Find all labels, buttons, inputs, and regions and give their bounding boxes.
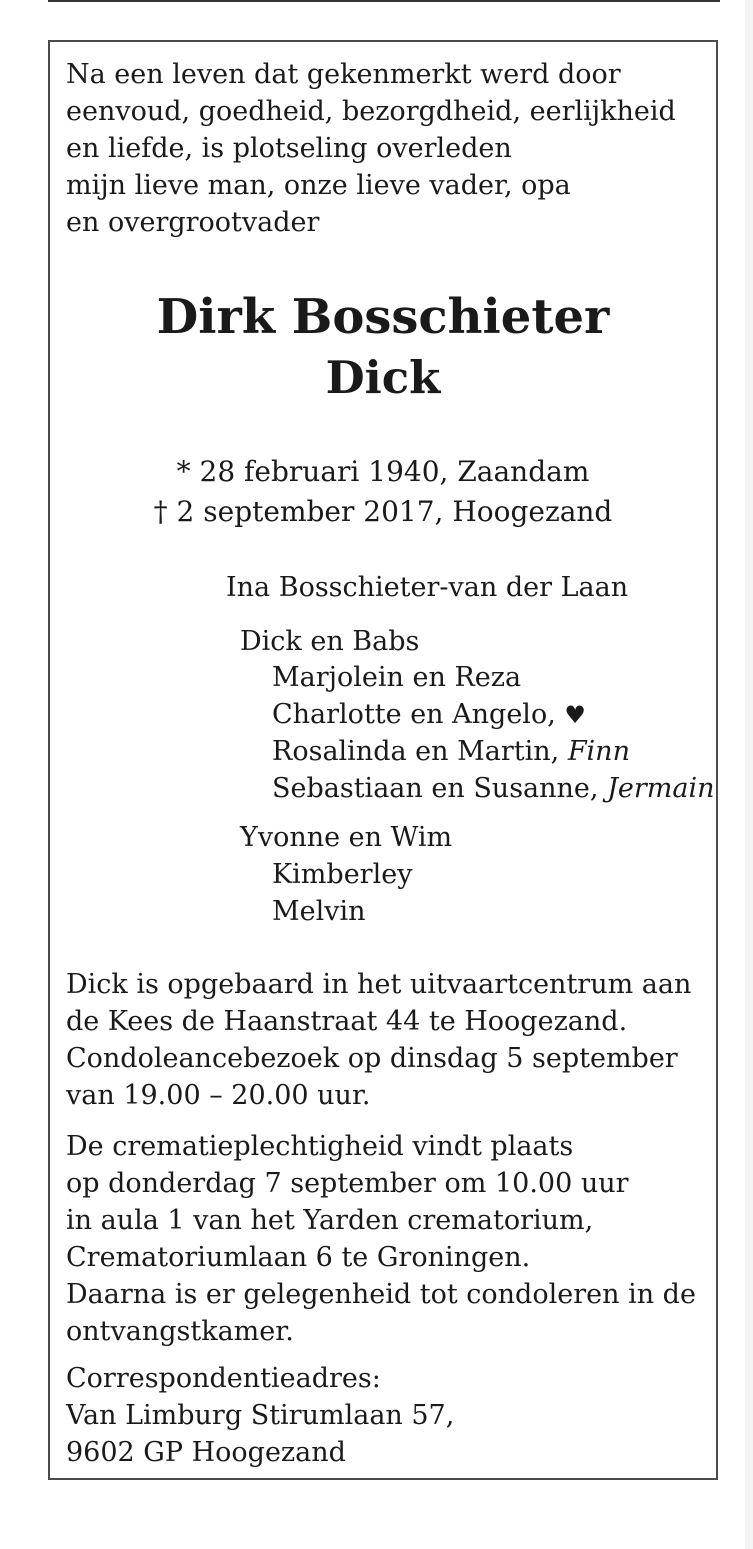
- grandchild-names: Sebastiaan en Susanne,: [272, 773, 599, 804]
- intro-text: [66, 56, 676, 241]
- address-city: 9602 GP Hoogezand: [66, 1437, 346, 1468]
- grandchild-name: Melvin: [272, 896, 366, 927]
- top-rule: [48, 0, 720, 2]
- heart-icon: ♥: [564, 701, 586, 729]
- birth-date: * 28 februari 1940, Zaandam: [176, 455, 590, 488]
- info-line: De crematieplechtigheid vindt plaats: [66, 1131, 574, 1162]
- correspondence-address: [66, 1360, 454, 1471]
- death-date: † 2 september 2017, Hoogezand: [153, 495, 613, 528]
- info-line: Condoleancebezoek op dinsdag 5 september: [66, 1043, 678, 1074]
- grandchild-family: [272, 734, 630, 770]
- intro-line: en overgrootvader: [66, 207, 320, 238]
- grandchild-family: Marjolein en Reza: [272, 662, 522, 693]
- viewing-info: [66, 966, 691, 1114]
- info-line: in aula 1 van het Yarden crematorium,: [66, 1205, 594, 1236]
- ceremony-info: [66, 1128, 696, 1350]
- page-edge: [745, 0, 753, 1549]
- grandchild-family: [272, 697, 586, 733]
- spouse: Ina Bosschieter-van der Laan: [226, 572, 629, 603]
- info-line: Dick is opgebaard in het uitvaartcentrum aan: [66, 969, 692, 1000]
- info-line: Daarna is er gelegenheid tot condoleren in de: [66, 1279, 696, 1310]
- great-grandchild-name: Finn: [567, 736, 630, 767]
- intro-line: en liefde, is plotseling overleden: [66, 133, 512, 164]
- grandchild-family: [272, 771, 715, 807]
- child-family: Dick en Babs: [240, 626, 420, 657]
- grandchild-name: Kimberley: [272, 859, 413, 890]
- info-line: op donderdag 7 september om 10.00 uur: [66, 1168, 629, 1199]
- info-line: de Kees de Haanstraat 44 te Hoogezand.: [66, 1006, 628, 1037]
- intro-line: mijn lieve man, onze lieve vader, opa: [66, 170, 571, 201]
- deceased-name: Dirk Bosschieter: [156, 289, 610, 345]
- address-label: Correspondentieadres:: [66, 1363, 381, 1394]
- life-dates: [50, 452, 716, 532]
- info-line: Crematoriumlaan 6 te Groningen.: [66, 1242, 531, 1273]
- address-street: Van Limburg Stirumlaan 57,: [66, 1400, 455, 1431]
- grandchild-names: Charlotte en Angelo,: [272, 699, 556, 730]
- child-family: Yvonne en Wim: [240, 822, 453, 853]
- info-line: van 19.00 – 20.00 uur.: [66, 1080, 371, 1111]
- info-line: ontvangstkamer.: [66, 1316, 294, 1347]
- obituary-card: [48, 40, 718, 1480]
- intro-line: Na een leven dat gekenmerkt werd door: [66, 59, 621, 90]
- great-grandchild-name: Jermain: [607, 773, 715, 804]
- intro-line: eenvoud, goedheid, bezorgdheid, eerlijkheid: [66, 96, 676, 127]
- deceased-nickname: Dick: [325, 351, 441, 404]
- grandchild-names: Rosalinda en Martin,: [272, 736, 560, 767]
